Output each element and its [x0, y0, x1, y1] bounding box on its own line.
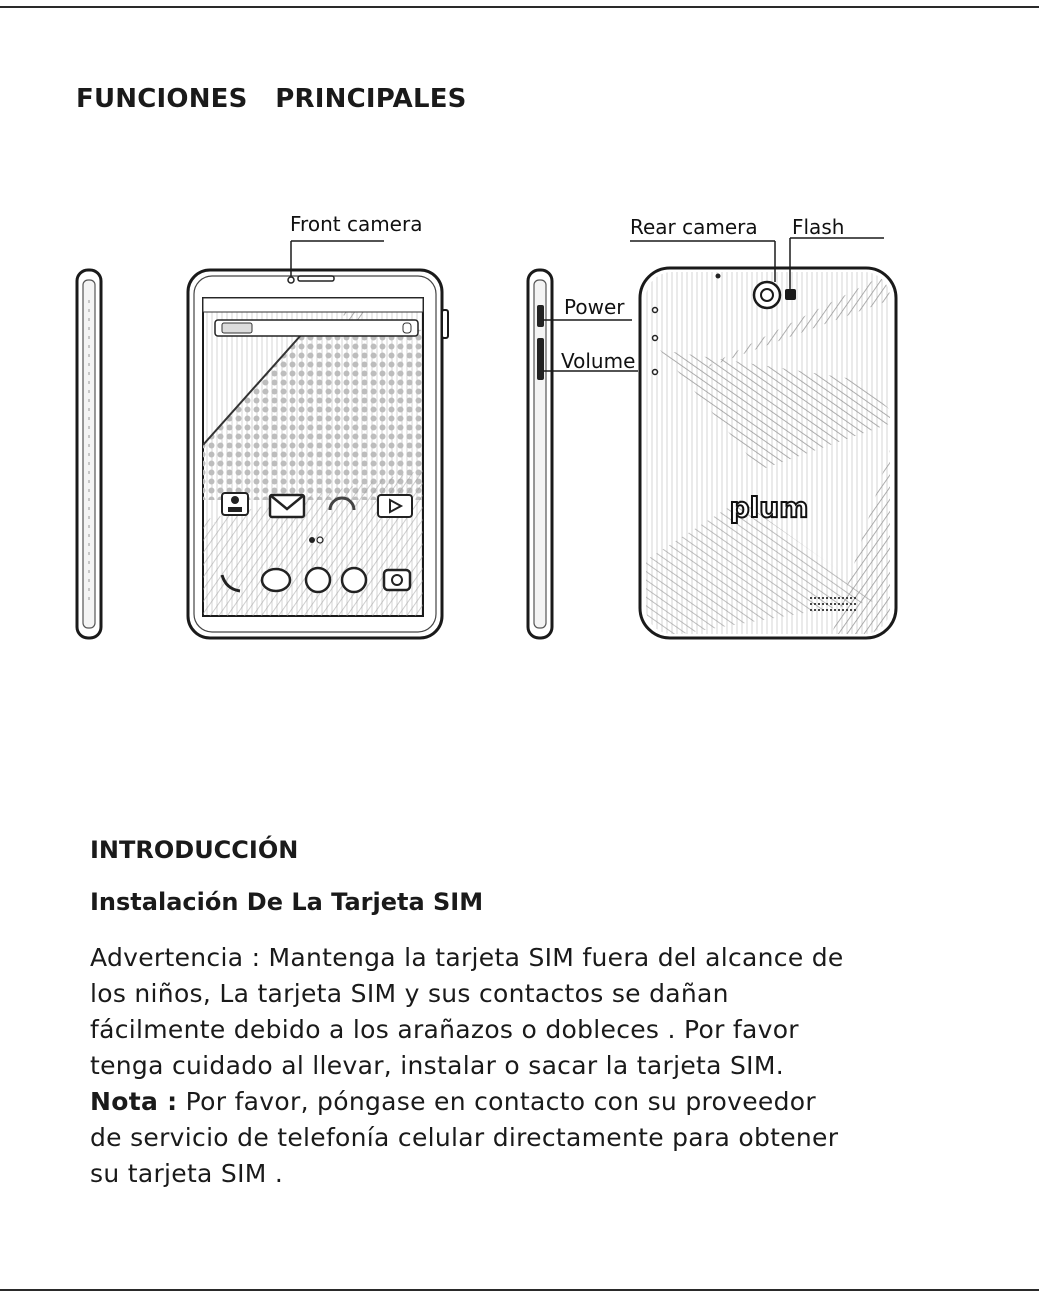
rear-view	[640, 268, 900, 640]
label-power: Power	[564, 295, 625, 319]
brand-logo: plum	[729, 491, 809, 524]
body-line: los niños, La tarjeta SIM y sus contactos se dañan	[90, 979, 729, 1008]
note-label: Nota :	[90, 1087, 178, 1116]
note-text: Por favor, póngase en contacto con su proveedor	[177, 1087, 816, 1116]
main-heading: FUNCIONES PRINCIPALES	[76, 84, 467, 114]
side-view-left	[77, 270, 101, 638]
front-view	[188, 270, 448, 638]
body-line: su tarjeta SIM .	[90, 1159, 284, 1188]
label-volume: Volume	[561, 349, 636, 373]
body-paragraph	[90, 940, 990, 1192]
label-rear-camera: Rear camera	[630, 215, 758, 239]
label-front-camera: Front camera	[290, 212, 423, 236]
note-line	[90, 1084, 990, 1120]
bottom-rule	[0, 1289, 1039, 1291]
top-rule	[0, 6, 1039, 8]
label-flash: Flash	[792, 215, 845, 239]
side-view-right	[528, 270, 552, 638]
section-title: INTRODUCCIÓN	[90, 836, 299, 864]
body-line: tenga cuidado al llevar, instalar o sacar la tarjeta SIM.	[90, 1051, 784, 1080]
device-diagram	[0, 190, 1039, 650]
subsection-title: Instalación De La Tarjeta SIM	[90, 888, 484, 916]
body-line: fácilmente debido a los arañazos o dobleces . Por favor	[90, 1015, 799, 1044]
body-line: Advertencia : Mantenga la tarjeta SIM fuera del alcance de	[90, 943, 844, 972]
body-line: de servicio de telefonía celular directamente para obtener	[90, 1123, 839, 1152]
